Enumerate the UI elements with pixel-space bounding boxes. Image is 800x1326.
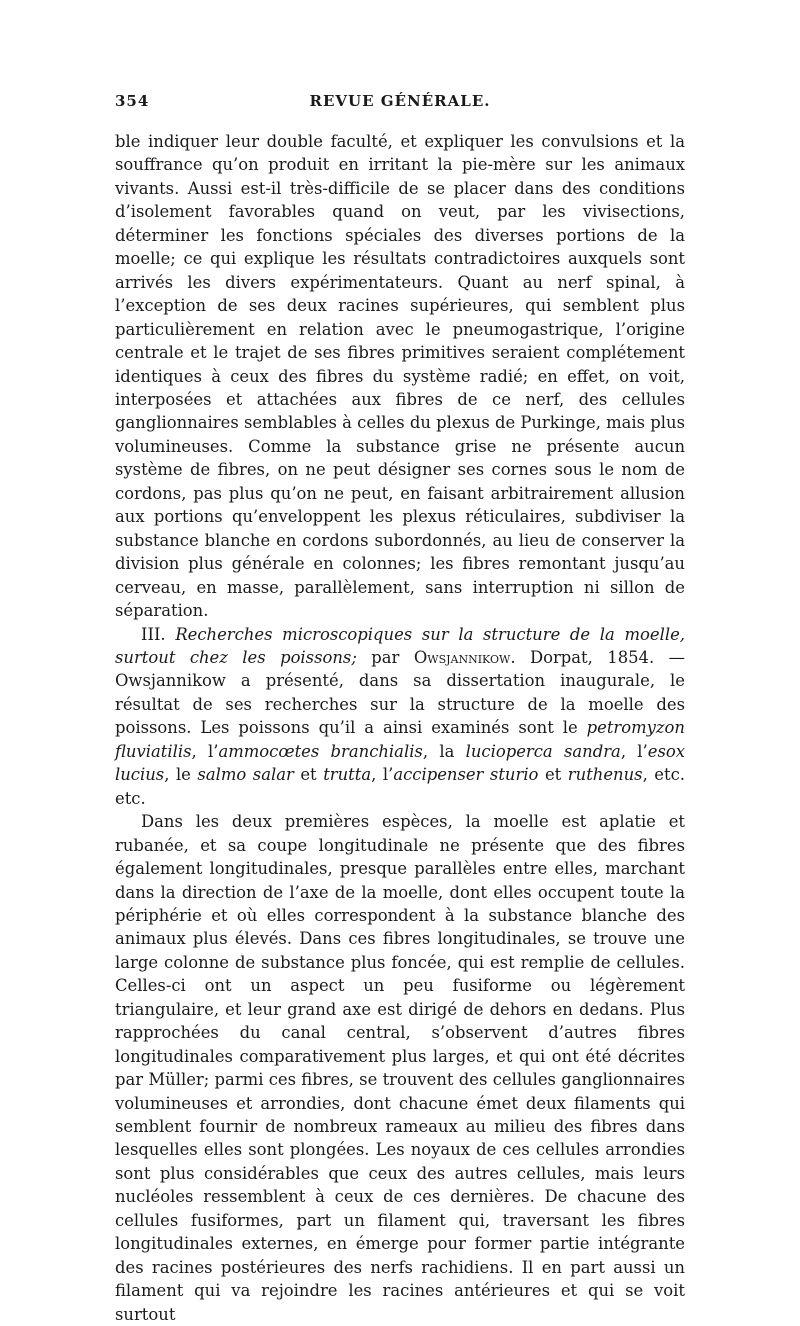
separator-text: , etc. etc. <box>115 765 685 808</box>
species-name: accipenser sturio <box>393 765 539 785</box>
text-body <box>115 130 685 1326</box>
paragraph-description: Dans les deux premières espèces, la moelle est aplatie et rubanée, et sa coupe longitudinale ne présente que des fibres également longitudinales, presque parallèles entre elles, marchant dans la direction de l’axe de la moelle, dont elles occupent toute la périphérie et où elles correspondent à la substance blanche des animaux plus élevés. Dans ces fibres longitudinales, se trouve une large colonne de substance plus foncée, qui est remplie de cellules. Celles-ci ont un aspect un peu fusiforme ou légèrement triangulaire, et leur grand axe est dirigé de dehors en dedans. Plus rapprochées du canal central, s’observent d’autres fibres longitudinales comparativement plus larges, et qui ont été décrites par Müller; parmi ces fibres, se trouvent des cellules ganglionnaires volumineuses et arrondies, dont chacune émet deux filaments qui semblent fournir de nombreux rameaux au milieu des fibres dans lesquelles elles sont plongées. Les noyaux de ces cellules arrondies sont plus considérables que ceux des autres cellules, mais leurs nucléoles ressemblent à ceux de ces dernières. De chacune des cellules fusiformes, part un filament qui, traversant les fibres longitudinales externes, en émerge pour former partie intégrante des racines postérieures des nerfs rachidiens. Il en part aussi un filament qui va rejoindre les racines antérieures et qui se voit surtout <box>115 812 685 1324</box>
species-name: ammocœtes branchialis <box>218 741 423 761</box>
species-name: lucioperca sandra <box>465 741 621 761</box>
paragraph-section-iii <box>115 623 685 811</box>
page-header <box>115 92 685 122</box>
separator-text: et <box>538 765 568 785</box>
author-name: Owsjannikow <box>413 647 511 667</box>
species-name: ruthenus <box>567 765 643 785</box>
separator-text: , la <box>422 741 466 761</box>
page-number: 354 <box>115 92 150 110</box>
section-numeral: III. <box>141 624 166 644</box>
by-word: par <box>371 647 400 667</box>
paragraph-continuation: ble indiquer leur double faculté, et expliquer les convulsions et la souffrance qu’on produit en irritant la pie-mère sur les animaux vivants. Aussi est-il très-difficile de se placer dans des conditions d’isolement favorables quand on veut, par les vivisections, déterminer les fonctions spéciales des diverses portions de la moelle; ce qui explique les résultats contradictoires auxquels sont arrivés les divers expérimentateurs. Quant au nerf spinal, à l’exception de ses deux racines supérieures, qui semblent plus particulièrement en relation avec le pneumogastrique, l’origine centrale et le trajet de ses fibres primitives seraient complétement identiques à ceux des fibres du système radié; en effet, on voit, interposées et attachées aux fibres de ce nerf, des cellules ganglionnaires semblables à celles du plexus de Purkinge, mais plus volumineuses. Comme la substance grise ne présente aucun système de fibres, on ne peut désigner ses cornes sous le nom de cordons, pas plus qu’on ne peut, en faisant arbitrairement allusion aux portions qu’enveloppent les plexus réticulaires, subdiviser la substance blanche en cordons subordonnés, au lieu de conserver la division plus générale en colonnes; les fibres remontant jusqu’au cerveau, en masse, parallèlement, sans interruption ni sillon de séparation. <box>115 132 685 621</box>
separator-text: , l’ <box>620 741 648 761</box>
species-name: petromyzon fluviatilis <box>115 718 685 761</box>
separator-text: , l’ <box>191 741 219 761</box>
work-title: Recherches microscopiques sur la structure de la moelle, surtout chez les poissons; <box>115 624 685 667</box>
separator-text: , le <box>164 765 198 785</box>
species-name: salmo salar <box>197 765 294 785</box>
separator-text: et <box>293 765 324 785</box>
running-title: REVUE GÉNÉRALE. <box>309 92 491 110</box>
species-name: esox lucius <box>115 741 685 785</box>
section-text: . Dorpat, 1854. — Owsjannikow a présenté, dans sa dissertation inaugurale, le résultat de ses recherches sur la structure de la moelle des poissons. Les poissons qu’il a ainsi examinés sont le <box>115 647 685 738</box>
species-name: trutta <box>323 765 372 785</box>
separator-text: , l’ <box>371 765 394 785</box>
